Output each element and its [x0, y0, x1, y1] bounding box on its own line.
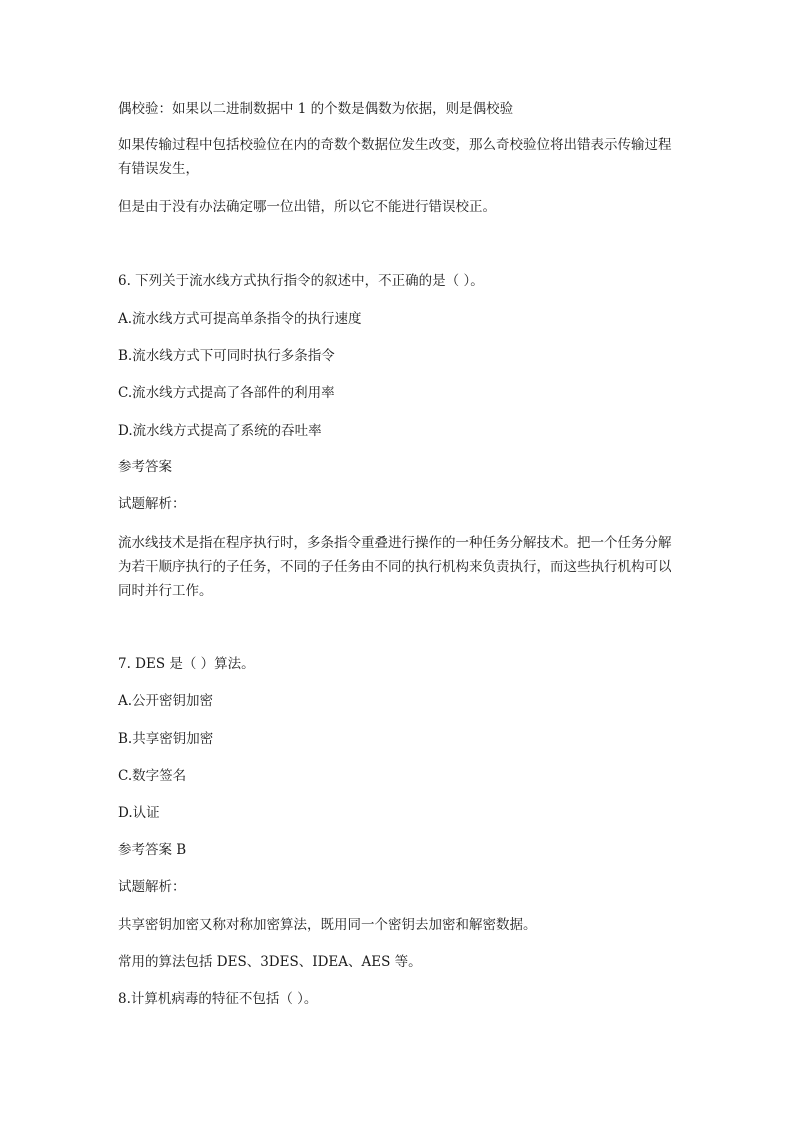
question-6-option-a: A.流水线方式可提高单条指令的执行速度 [118, 311, 362, 327]
question-8-stem: 8.计算机病毒的特征不包括（ ）。 [118, 991, 318, 1007]
question-7-analysis-label: 试题解析： [118, 879, 186, 895]
transmission-text: 如果传输过程中包括校验位在内的奇数个数据位发生改变，那么奇校验位将出错表示传输过程有错误发生， [118, 137, 672, 177]
question-7-option-b: B.共享密钥加密 [118, 731, 214, 747]
even-parity-text: 偶校验：如果以二进制数据中 1 的个数是偶数为依据，则是偶校验 [118, 101, 514, 117]
question-7-stem: 7. DES 是（ ）算法。 [118, 656, 255, 672]
question-6-answer-label: 参考答案 [118, 459, 172, 475]
question-6-option-d: D.流水线方式提高了系统的吞吐率 [118, 423, 322, 439]
question-6-analysis-label: 试题解析： [118, 496, 186, 512]
question-7-option-d: D.认证 [118, 805, 160, 821]
question-7-answer: 参考答案 B [118, 842, 187, 858]
question-6-analysis: 流水线技术是指在程序执行时，多条指令重叠进行操作的一种任务分解技术。把一个任务分解为若干顺序执行的子任务，不同的子任务由不同的执行机构来负责执行，而这些执行机构可以同时并行工作。 [118, 535, 672, 599]
question-6-option-c: C.流水线方式提高了各部件的利用率 [118, 385, 335, 401]
question-7-analysis-line-2: 常用的算法包括 DES、3DES、IDEA、AES 等。 [118, 954, 422, 970]
question-7-option-a: A.公开密钥加密 [118, 693, 214, 709]
question-7-analysis-line-1: 共享密钥加密又称对称加密算法，既用同一个密钥去加密和解密数据。 [118, 917, 537, 933]
no-correction-text: 但是由于没有办法确定哪一位出错，所以它不能进行错误校正。 [118, 199, 496, 215]
question-6-option-b: B.流水线方式下可同时执行多条指令 [118, 348, 335, 364]
question-6-stem: 6. 下列关于流水线方式执行指令的叙述中，不正确的是（ ）。 [118, 273, 484, 289]
question-7-option-c: C.数字签名 [118, 768, 187, 784]
